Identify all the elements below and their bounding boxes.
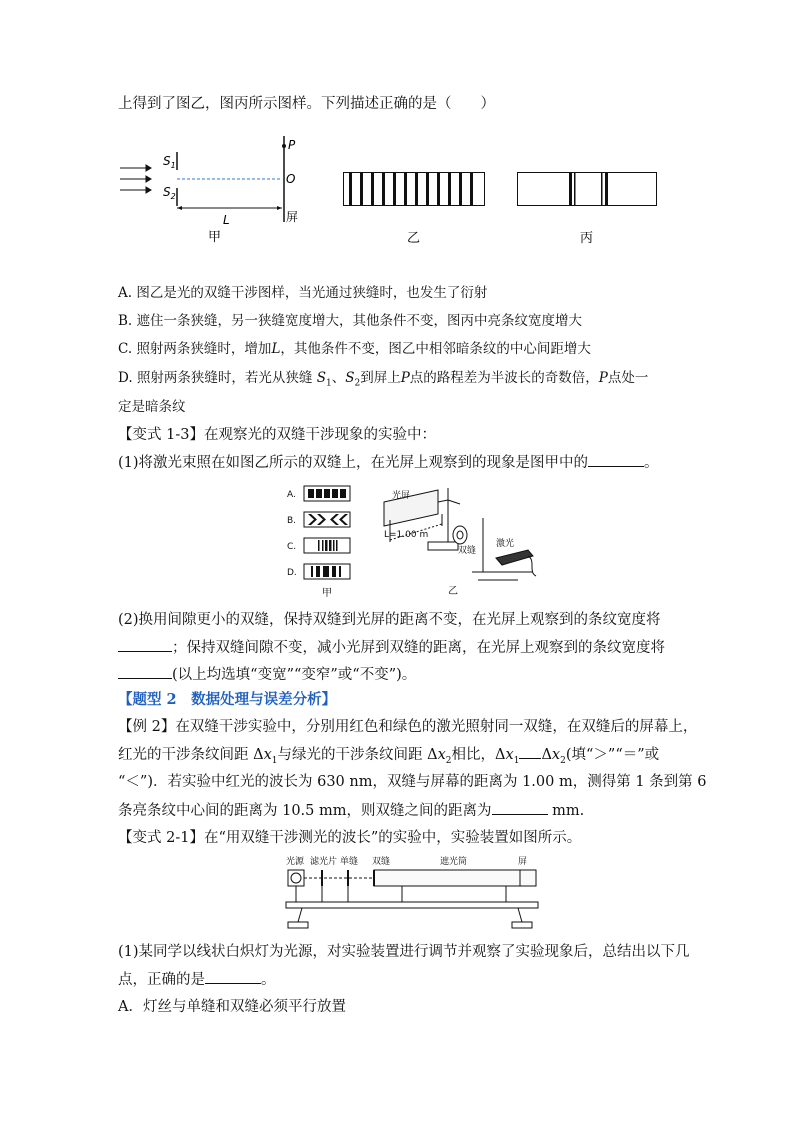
svg-text:C.: C. bbox=[287, 542, 297, 552]
label-p: P bbox=[288, 138, 296, 152]
svg-text:甲: 甲 bbox=[322, 588, 332, 599]
svg-text:遮光筒: 遮光筒 bbox=[440, 857, 468, 867]
variant-1-3-part2-line2: ；保持双缝间隙不变，减小光屏到双缝的距离，在光屏上观察到的条纹宽度将 bbox=[118, 637, 665, 658]
option-b: B. 遮住一条狭缝，另一狭缝宽度增大，其他条件不变，图丙中亮条纹宽度增大 bbox=[118, 313, 583, 329]
variant-1-3-part2-line3: (以上均选填“变宽”“变窄”或“不变”)。 bbox=[118, 664, 416, 685]
option-a: A. 图乙是光的双缝干涉图样，当光通过狭缝时，也发生了衍射 bbox=[118, 285, 488, 301]
example-2-line2: 红光的干涉条纹间距 $\Delta x_1$与绿光的干涉条纹间距 $\Delta x_2$相比，$\Delta x_1$ $\Delta x_2$(填“＞”“＝”或 bbox=[118, 744, 659, 771]
option-c: C. 照射两条狭缝时，增加L，其他条件不变，图乙中相邻暗条纹的中心间距增大 bbox=[118, 341, 591, 357]
svg-text:滤光片: 滤光片 bbox=[310, 857, 338, 867]
option-d-cont: 定是暗条纹 bbox=[118, 399, 186, 415]
section-heading: 【题型 2 数据处理与误差分析】 bbox=[118, 691, 337, 708]
svg-text:双缝: 双缝 bbox=[458, 546, 477, 556]
svg-text:屏: 屏 bbox=[518, 857, 528, 867]
figure-jia-options bbox=[284, 482, 356, 600]
figure-yi-pattern bbox=[343, 172, 485, 244]
svg-text:光屏: 光屏 bbox=[392, 491, 411, 501]
label-o: O bbox=[286, 172, 296, 186]
question-stem: 上得到了图乙，图丙所示图样。下列描述正确的是（ ） bbox=[118, 96, 495, 112]
svg-text:D.: D. bbox=[287, 568, 297, 578]
label-l: L bbox=[223, 213, 230, 227]
svg-text:单缝: 单缝 bbox=[340, 857, 359, 867]
example-2-line1: 【例 2】在双缝干涉实验中，分别用红色和绿色的激光照射同一双缝，在双缝后的屏幕上， bbox=[118, 719, 698, 735]
svg-text:A.: A. bbox=[287, 490, 296, 500]
example-2-line4: 条亮条纹中心间的距离为 10.5 mm，则双缝之间的距离为 mm. bbox=[118, 800, 584, 821]
answer-blank[interactable] bbox=[118, 664, 172, 679]
answer-blank[interactable] bbox=[118, 637, 172, 652]
label-screen: 屏 bbox=[286, 210, 299, 224]
variant-1-3-part1: (1)将激光束照在如图乙所示的双缝上，在光屏上观察到的现象是图甲中的 。 bbox=[118, 452, 659, 473]
variant-1-3-part2-line1: (2)换用间隙更小的双缝，保持双缝到光屏的距离不变，在光屏上观察到的条纹宽度将 bbox=[118, 612, 661, 628]
svg-text:双缝: 双缝 bbox=[372, 857, 391, 867]
fig-label-yi: 乙 bbox=[407, 231, 421, 244]
svg-text:L=1.00 m: L=1.00 m bbox=[384, 530, 429, 540]
fig-label-bing: 丙 bbox=[580, 231, 594, 244]
label-s2: $S_2$ bbox=[163, 185, 176, 201]
figure-jia-setup bbox=[118, 134, 318, 246]
option-d: D. 照射两条狭缝时，若光从狭缝 $S_1$、$S_2$到屏上P点的路程差为半波长的奇数倍，P点处一 bbox=[118, 370, 649, 389]
answer-blank[interactable] bbox=[492, 800, 548, 815]
variant-2-1-part1-line2: 点，正确的是 。 bbox=[118, 969, 276, 990]
fig-label-jia: 甲 bbox=[208, 230, 222, 245]
variant-2-1-part1-line1: (1)某同学以线状白炽灯为光源，对实验装置进行调节并观察了实验现象后，总结出以下几 bbox=[118, 944, 690, 960]
answer-blank[interactable] bbox=[519, 744, 541, 759]
variant-2-1-option-a: A．灯丝与单缝和双缝必须平行放置 bbox=[118, 999, 346, 1015]
svg-text:光源: 光源 bbox=[286, 857, 305, 867]
svg-text:乙: 乙 bbox=[448, 586, 458, 597]
variant-2-1-stem: 【变式 2-1】在“用双缝干涉测光的波长”的实验中，实验装置如图所示。 bbox=[118, 830, 582, 846]
figure-bing-pattern bbox=[517, 172, 657, 244]
example-2-line3: “＜”)．若实验中红光的波长为 630 nm，双缝与屏幕的距离为 1.00 m，测得第 1 条到第 6 bbox=[118, 774, 707, 790]
figure-yi-apparatus bbox=[378, 480, 538, 600]
answer-blank[interactable] bbox=[205, 969, 261, 984]
variant-1-3-stem: 【变式 1-3】在观察光的双缝干涉现象的实验中： bbox=[118, 427, 436, 443]
svg-text:B.: B. bbox=[287, 516, 297, 526]
label-s1: $S_1$ bbox=[163, 154, 176, 170]
figure-apparatus bbox=[282, 852, 542, 932]
svg-text:激光: 激光 bbox=[496, 539, 515, 549]
answer-blank[interactable] bbox=[588, 452, 644, 467]
